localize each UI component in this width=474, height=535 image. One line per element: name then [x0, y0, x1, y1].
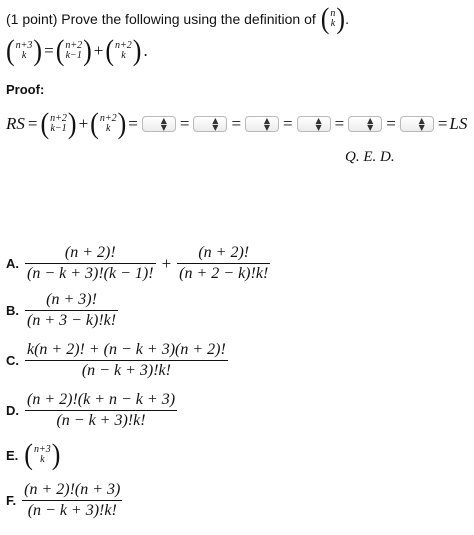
step-select-4[interactable]: [297, 116, 331, 132]
question-text: (1 point) Prove the following using the definition of: [6, 11, 316, 27]
step-select-2[interactable]: [193, 116, 227, 132]
option-b: [6, 290, 118, 331]
up-down-chevron-icon: ▲ ▼: [263, 116, 271, 132]
up-down-chevron-icon: ▲ ▼: [160, 116, 167, 132]
up-down-chevron-icon: ▲ ▼: [418, 116, 425, 132]
option-d-fraction: $\frac{(n + 2)!(k + n - k + 3)}{(n - k + 3)!k!}$: [27, 391, 176, 429]
option-letter: F.: [6, 493, 17, 508]
option-b-fraction: $\frac{(n + 3)!}{(n + 3 - k)!k!}$: [27, 291, 117, 329]
option-letter: E.: [6, 447, 19, 463]
step-select-6[interactable]: [400, 116, 434, 132]
proof-binomial-1: ( n+2 k−1 ): [40, 106, 77, 141]
option-letter: A.: [6, 256, 19, 271]
option-c: [6, 340, 228, 381]
rs-label: RS: [6, 114, 25, 133]
binomial-term-1: ( n+2 k−1 ): [55, 33, 92, 68]
option-letter: D.: [6, 403, 19, 418]
step-select-3[interactable]: [245, 116, 279, 132]
binomial-term-2: ( n+2 k ): [105, 33, 142, 68]
proof-line: RS = ( n+2 k−1 ) + ( n+2 k ) = ▲ ▼ = ▲ ▼ = ▲ ▼ = ▲ ▼ = ▲ ▼ = ▲ ▼ = LS: [6, 106, 468, 141]
option-f: [6, 480, 122, 521]
qed-label: Q. E. D.: [345, 149, 395, 165]
up-down-chevron-icon: ▲ ▼: [367, 116, 374, 132]
ls-label: LS: [449, 114, 468, 133]
option-e-binomial: ( n+3 k ): [24, 437, 61, 472]
option-c-fraction: $\frac{k(n + 2)! + (n - k + 3)(n + 2)!}{(n - k + 3)!k!}$: [27, 341, 226, 379]
option-f-fraction: $\frac{(n + 2)!(n + 3)}{(n - k + 3)!k!}$: [24, 481, 121, 519]
up-down-chevron-icon: ▲ ▼: [315, 116, 322, 132]
option-a-fraction-1: $\frac{(n + 2)!}{(n - k + 3)!(k - 1)!}$: [27, 244, 154, 282]
option-letter: B.: [6, 303, 19, 318]
binomial-lhs: ( n+3 k ): [6, 33, 43, 68]
binomial-n-k: ( n k ): [320, 1, 346, 36]
option-e: [6, 437, 61, 472]
option-d: [6, 390, 177, 431]
step-select-1[interactable]: [142, 116, 176, 132]
option-a: A. $\frac{(n + 2)!}{(n - k + 3)!(k - 1)!}$ + $\frac{(n + 2)!}{(n + 2 - k)!k!}$: [6, 244, 269, 282]
step-select-5[interactable]: [348, 116, 382, 132]
question-header: (1 point) Prove the following using the definition of ( n k ) .: [6, 1, 349, 36]
proof-binomial-2: ( n+2 k ): [90, 106, 127, 141]
identity-statement: ( n+3 k ) = ( n+2 k−1 ) + ( n+2 k ) .: [6, 33, 148, 68]
option-a-fraction-2: $\frac{(n + 2)!}{(n + 2 - k)!k!}$: [179, 244, 269, 282]
up-down-chevron-icon: ▲ ▼: [212, 116, 219, 132]
option-letter: C.: [6, 353, 19, 368]
proof-label: Proof:: [6, 82, 45, 97]
